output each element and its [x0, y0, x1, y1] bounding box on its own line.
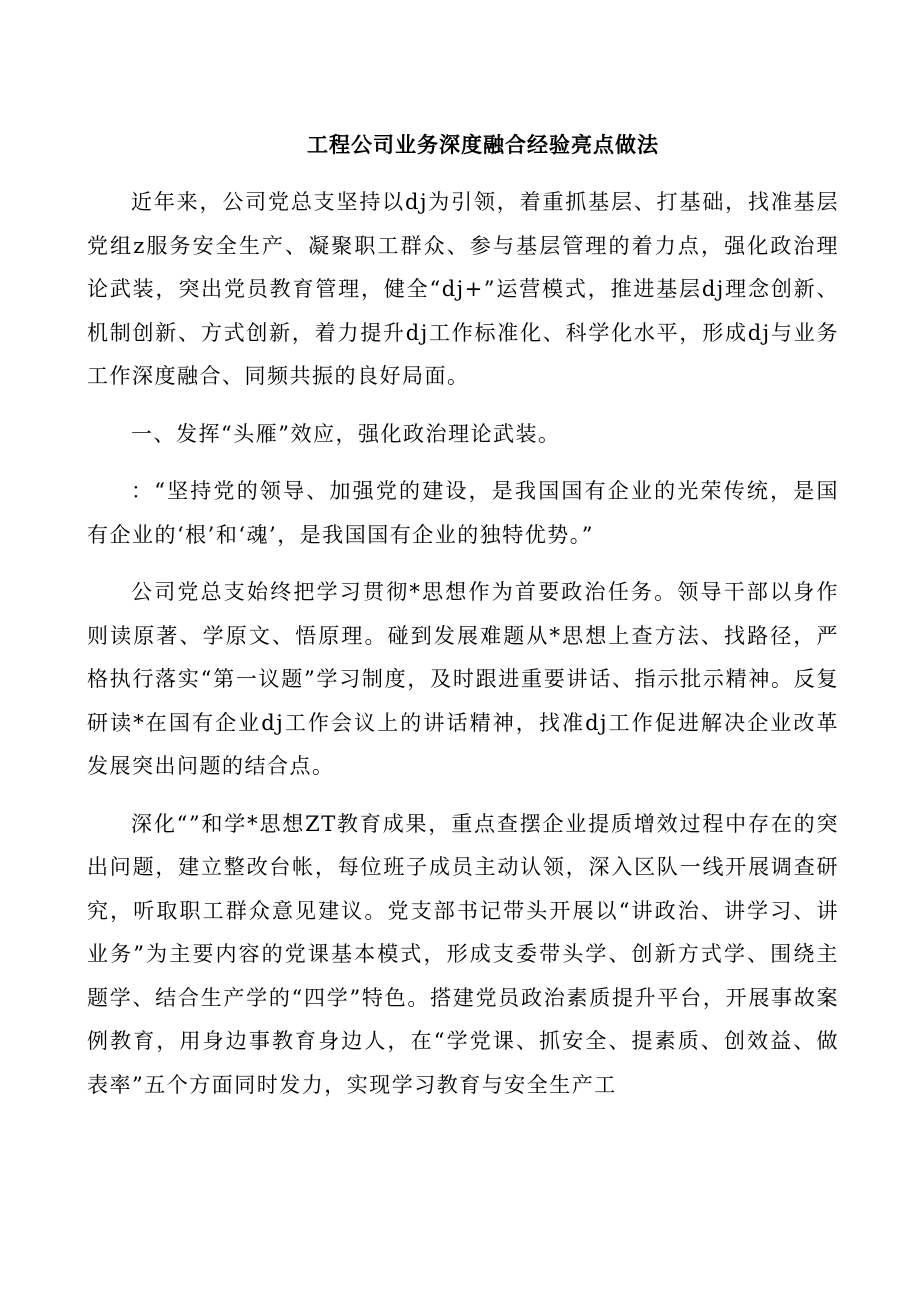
document-body — [87, 181, 839, 1107]
paragraph-intro: 近年来，公司党总支坚持以dj为引领，着重抓基层、打基础，找准基层党组z服务安全生产、凝聚职工群众、参与基层管理的着力点，强化政治理论武装，突出党员教育管理，健全“dj+”运营模式，推进基层dj理念创新、机制创新、方式创新，着力提升dj工作标准化、科学化水平，形成dj与业务工作深度融合、同频共振的良好局面。 — [87, 190, 839, 388]
section-heading: 一、发挥“头雁”效应，强化政治理论武装。 — [131, 421, 561, 446]
paragraph-deepen: 深化“”和学*思想ZT教育成果，重点查摆企业提质增效过程中存在的突出问题，建立整改台帐，每位班子成员主动认领，深入区队一线开展调查研究，听取职工群众意见建议。党支部书记带头开展以“讲政治、讲学习、讲业务”为主要内容的党课基本模式，形成支委带头学、创新方式学、围绕主题学、结合生产学的“四学”特色。搭建党员政治素质提升平台，开展事故案例教育，用身边事教育身边人，在“学党课、抓安全、提素质、创效益、做表率”五个方面同时发力，实现学习教育与安全生产工 — [87, 811, 839, 1097]
paragraph-study: 公司党总支始终把学习贯彻*思想作为首要政治任务。领导干部以身作则读原著、学原文、悟原理。碰到发展难题从*思想上查方法、找路径，严格执行落实“第一议题”学习制度，及时跟进重要讲话、指示批示精神。反复研读*在国有企业dj工作会议上的讲话精神，找准dj工作促进解决企业改革发展突出问题的结合点。 — [87, 580, 839, 778]
paragraph-quote: ：“坚持党的领导、加强党的建设，是我国国有企业的光荣传统，是国有企业的‘根’和‘魂’，是我国国有企业的独特优势。” — [87, 479, 839, 547]
document-title: 工程公司业务深度融合经验亮点做法 — [307, 132, 659, 157]
